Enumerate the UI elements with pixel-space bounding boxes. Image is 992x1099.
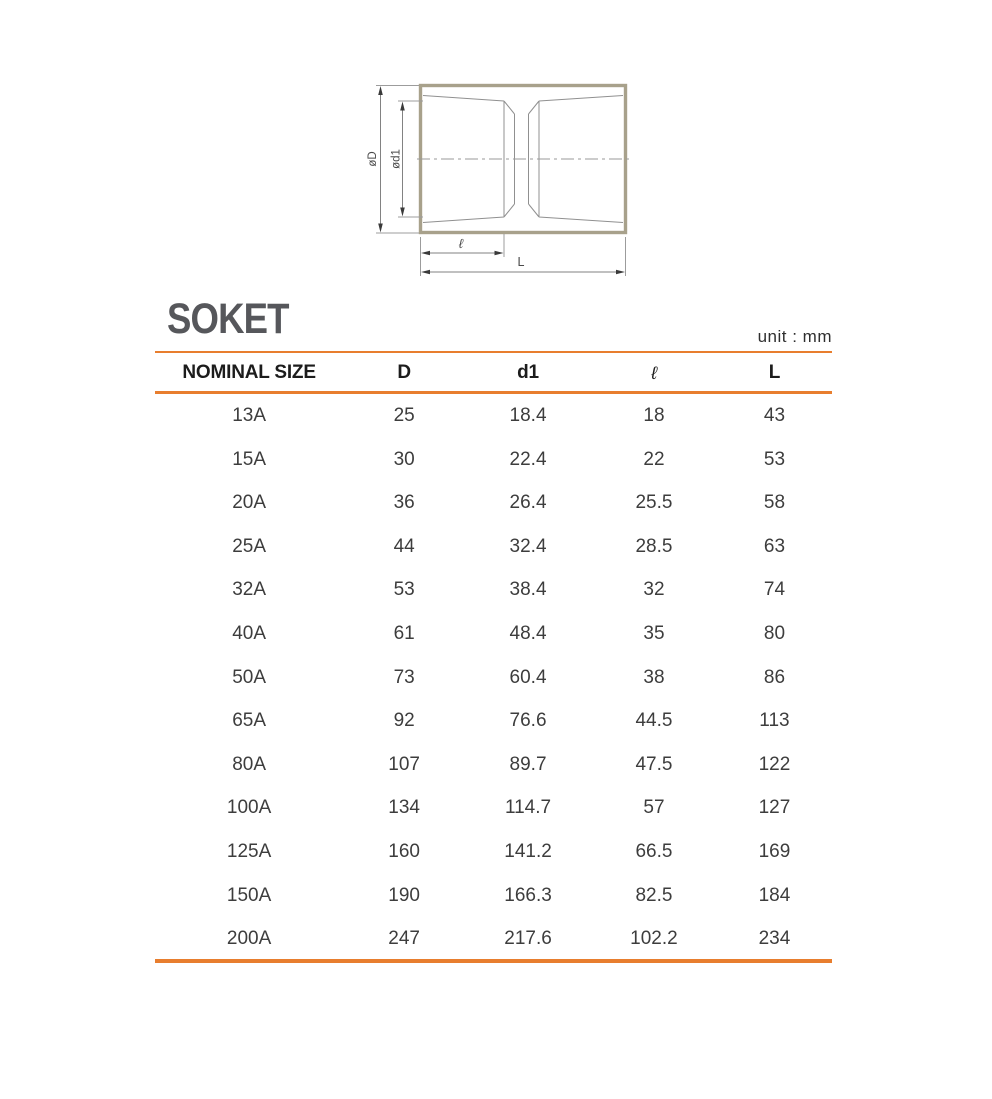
cell-L: 169: [758, 840, 791, 862]
cell-L: 80: [763, 622, 786, 644]
cell-L: 74: [763, 579, 786, 601]
cell-d1: 60.4: [509, 666, 547, 688]
cell-nominal_size: 65A: [232, 710, 266, 732]
technical-drawing: [0, 0, 992, 300]
cell-D: 92: [393, 710, 415, 732]
cell-L: 63: [763, 535, 786, 557]
table-row: [155, 917, 832, 961]
cell-L: 113: [759, 710, 790, 732]
cell-D: 36: [393, 492, 415, 514]
table-row: [155, 525, 832, 569]
cell-D: 53: [393, 579, 415, 601]
cell-l: 57: [643, 797, 665, 819]
cell-l: 102.2: [630, 928, 678, 950]
cell-l: 82.5: [635, 884, 673, 906]
table-row: [155, 438, 832, 482]
table-row: [155, 874, 832, 918]
column-header-nominal-size: NOMINAL SIZE: [182, 362, 316, 383]
cell-L: 127: [758, 797, 791, 819]
table-row: [155, 699, 832, 743]
table-row: [155, 830, 832, 874]
cell-d1: 38.4: [509, 579, 547, 601]
cell-d1: 76.6: [509, 710, 547, 732]
table-row: [155, 394, 832, 438]
cell-l: 22: [643, 448, 665, 470]
cell-L: 234: [758, 928, 791, 950]
cell-l: 44.5: [635, 710, 673, 732]
cell-L: 58: [763, 492, 786, 514]
table-body: [155, 394, 832, 961]
cell-L: 86: [763, 666, 786, 688]
page-title: SOKET: [167, 295, 289, 343]
column-header-d: D: [397, 362, 411, 383]
column-header-l: L: [768, 362, 781, 383]
cell-nominal_size: 25A: [232, 535, 266, 557]
cell-D: 190: [388, 884, 420, 906]
cell-D: 30: [393, 448, 415, 470]
cell-D: 160: [388, 840, 420, 862]
cell-L: 122: [758, 753, 791, 775]
cell-l: 18: [643, 405, 665, 426]
cell-D: 44: [393, 535, 415, 557]
column-header-l-small: ℓ: [651, 362, 657, 383]
cell-l: 28.5: [635, 535, 673, 557]
cell-l: 47.5: [635, 753, 673, 775]
cell-nominal_size: 40A: [232, 622, 266, 644]
cell-nominal_size: 32A: [232, 579, 266, 601]
cell-nominal_size: 150A: [226, 884, 272, 906]
cell-nominal_size: 50A: [232, 666, 266, 688]
table-row: [155, 481, 832, 525]
cell-D: 73: [393, 666, 415, 688]
cell-d1: 114.7: [504, 797, 552, 819]
cell-d1: 26.4: [509, 492, 547, 514]
table-header: [155, 356, 832, 390]
cell-d1: 48.4: [509, 622, 547, 644]
divider-top: [155, 351, 832, 353]
cell-l: 66.5: [635, 840, 673, 862]
table-row: [155, 786, 832, 830]
cell-l: 38: [643, 666, 665, 688]
cell-nominal_size: 13A: [232, 405, 266, 426]
cell-nominal_size: 15A: [232, 448, 266, 470]
divider-bottom: [155, 959, 832, 963]
cell-d1: 18.4: [509, 405, 547, 426]
cell-d1: 89.7: [509, 753, 547, 775]
cell-d1: 141.2: [504, 840, 552, 862]
cell-D: 247: [388, 928, 420, 950]
label-outer-diameter: øD: [367, 151, 379, 167]
cell-L: 53: [763, 448, 786, 470]
cell-d1: 32.4: [509, 535, 547, 557]
cell-nominal_size: 80A: [232, 753, 266, 775]
table-row: [155, 656, 832, 700]
cell-nominal_size: 20A: [232, 492, 266, 514]
table-row: [155, 568, 832, 612]
cell-D: 134: [388, 797, 420, 819]
cell-D: 61: [393, 622, 415, 644]
cell-d1: 22.4: [509, 448, 547, 470]
cell-l: 25.5: [635, 492, 673, 514]
unit-label: unit : mm: [757, 327, 832, 346]
label-overall-length: L: [517, 255, 525, 269]
cell-nominal_size: 100A: [226, 797, 272, 819]
cell-d1: 217.6: [504, 928, 552, 950]
cell-L: 184: [758, 884, 791, 906]
cell-D: 25: [393, 405, 415, 426]
cell-d1: 166.3: [504, 884, 552, 906]
table-row: [155, 612, 832, 656]
column-header-d1: d1: [517, 362, 539, 383]
cell-nominal_size: 125A: [226, 840, 272, 862]
cell-D: 107: [388, 753, 420, 775]
cell-l: 35: [643, 622, 665, 644]
label-inner-diameter: ød1: [390, 149, 403, 169]
table-row: [155, 743, 832, 787]
cell-nominal_size: 200A: [226, 928, 272, 950]
cell-l: 32: [643, 579, 665, 601]
label-socket-depth: ℓ: [458, 236, 464, 251]
cell-L: 43: [763, 405, 786, 426]
